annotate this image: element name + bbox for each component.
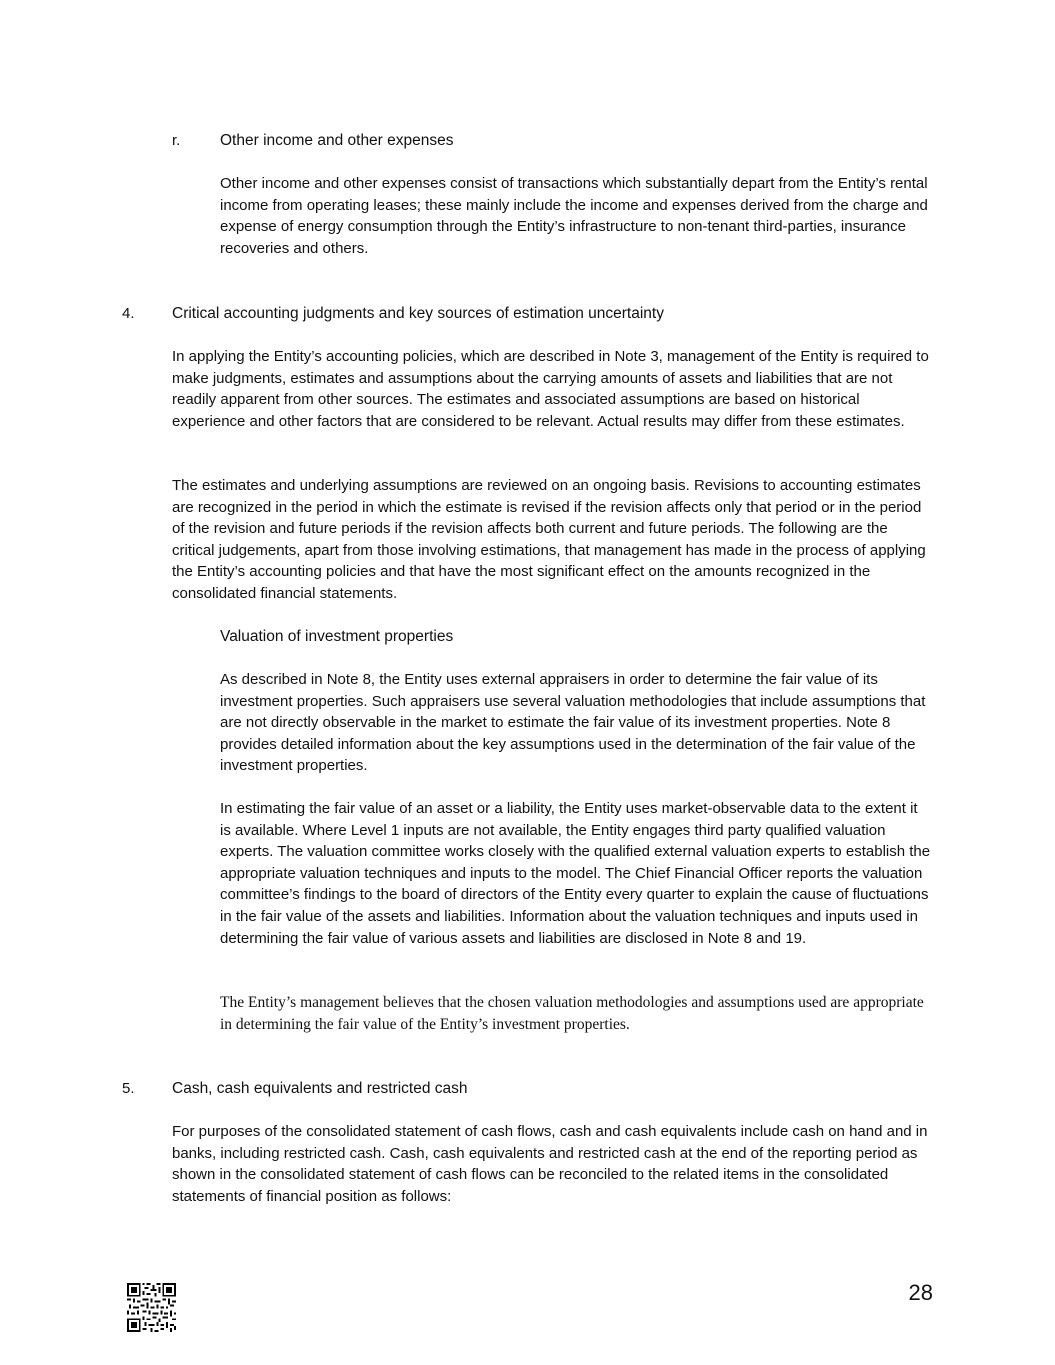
page-number: 28 — [908, 1280, 933, 1305]
section-5-number: 5. — [122, 1080, 135, 1097]
subsection-paragraph-3: The Entity’s management believes that the chosen valuation methodologies and assumptions used are appropriate in determining the fair value of the Entity’s investment properties. — [220, 994, 924, 1033]
section-4-title: Critical accounting judgments and key sources of estimation uncertainty — [172, 305, 664, 322]
subsection-paragraph-2: In estimating the fair value of an asset or a liability, the Entity uses market-observable data to the extent it is available. Where Level 1 inputs are not available, the Entity engages third party qualified valuation experts. The valuation committee works closely with the qualified external valuation experts to establish the appropriate valuation techniques and inputs to the model. The Chief Financial Officer reports the valuation committee’s findings to the board of directors of the Entity every quarter to explain the cause of fluctuations in the fair value of the assets and liabilities. Information about the valuation techniques and inputs used in determining the fair value of various assets and liabilities are disclosed in Note 8 and 19. — [220, 800, 931, 947]
section-5-title: Cash, cash equivalents and restricted cash — [172, 1080, 468, 1097]
section-r-title: Other income and other expenses — [220, 132, 454, 149]
subsection-paragraph-1: As described in Note 8, the Entity uses external appraisers in order to determine the fair value of its investment properties. Such appraisers use several valuation methodologies that include assumptions that are not directly observable in the market to estimate the fair value of its investment properties. Note 8 provides detailed information about the key assumptions used in the determination of the fair value of the investment properties. — [220, 671, 926, 775]
section-4-paragraph-2: The estimates and underlying assumptions are reviewed on an ongoing basis. Revisions to accounting estimates are recognized in the period in which the estimate is revised if the revision affects only that period or in the period of the revision and future periods if the revision affects both current and future periods. The following are the critical judgements, apart from those involving estimations, that management has made in the process of applying the Entity’s accounting policies and that have the most significant effect on the amounts recognized in the consolidated financial statements. — [172, 477, 926, 602]
section-r-body: Other income and other expenses consist of transactions which substantially depart from the Entity’s rental income from operating leases; these mainly include the income and expenses derived from the charge and expense of energy consumption through the Entity’s infrastructure to non-tenant third-parties, insurance recoveries and others. — [220, 175, 928, 257]
section-r-marker: r. — [172, 132, 181, 149]
section-5-body: For purposes of the consolidated statement of cash flows, cash and cash equivalents include cash on hand and in banks, including restricted cash. Cash, cash equivalents and restricted cash at the end of the reporting period as shown in the consolidated statement of cash flows can be reconciled to the related items in the consolidated statements of financial position as follows: — [172, 1123, 928, 1205]
subsection-title: Valuation of investment properties — [220, 628, 454, 645]
section-4-number: 4. — [122, 305, 135, 322]
qr-code-icon — [127, 1283, 176, 1332]
section-4-paragraph-1: In applying the Entity’s accounting policies, which are described in Note 3, management of the Entity is required to make judgments, estimates and assumptions about the carrying amounts of assets and liabilities that are not readily apparent from other sources. The estimates and associated assumptions are based on historical experience and other factors that are considered to be relevant. Actual results may differ from these estimates. — [172, 348, 929, 430]
